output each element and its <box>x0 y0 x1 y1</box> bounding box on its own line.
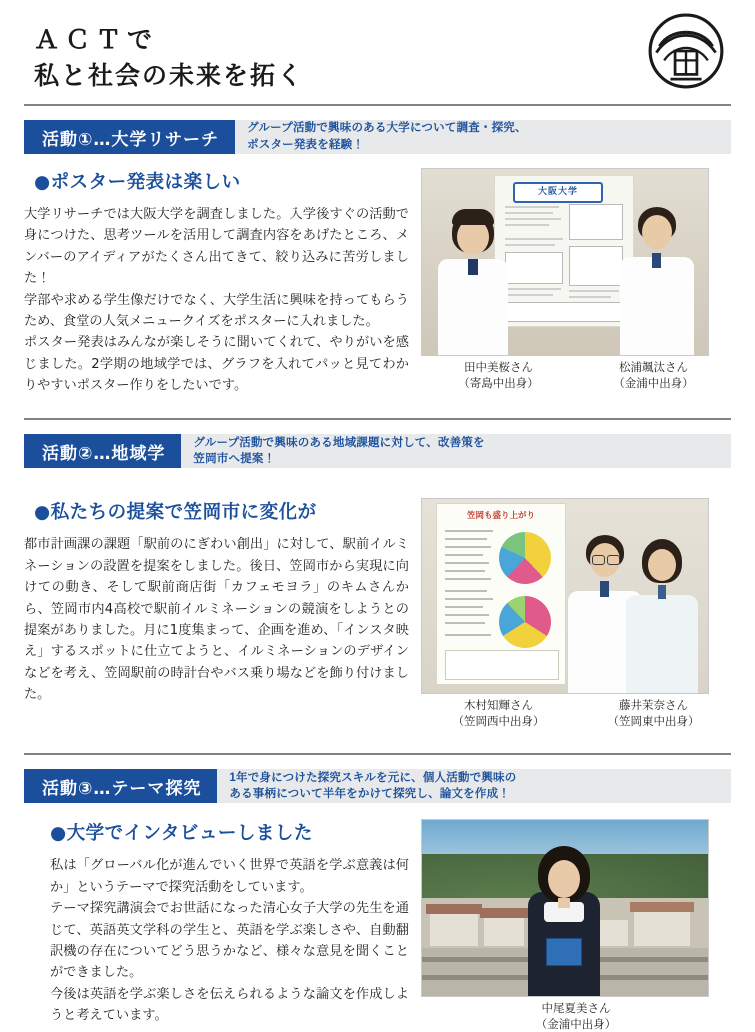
section-1-note-line1: グループ活動で興味のある大学について調査・探究、 <box>247 122 527 135</box>
section-3-note-line1: 1年で身につけた探究スキルを元に、個人活動で興味の <box>229 771 517 784</box>
research-poster <box>494 175 634 327</box>
section-3-caption <box>421 1001 731 1032</box>
section-1-media-column <box>421 168 731 396</box>
community-poster <box>436 503 566 685</box>
section-3-note <box>217 769 731 803</box>
section-1-photo <box>421 168 709 356</box>
section-3-text-column <box>24 819 409 1032</box>
caption-student-1-name: 中尾夏美さん <box>541 1001 611 1016</box>
caption-student-1 <box>421 360 576 391</box>
page-title-line2: 私と社会の未来を拓く <box>34 61 305 91</box>
caption-student-1 <box>421 698 576 729</box>
student-figure-right <box>626 537 698 693</box>
section-activity-3 <box>0 769 755 1032</box>
section-3-body <box>24 819 731 1032</box>
caption-student-2-name: 藤井茉奈さん <box>619 698 688 713</box>
section-activity-1 <box>0 120 755 396</box>
section-2-captions <box>421 698 731 729</box>
section-2-title: 活動②…地域学 <box>24 434 181 468</box>
section-divider-1 <box>24 418 731 420</box>
section-3-band <box>24 769 731 803</box>
section-2-note <box>181 434 731 468</box>
section-2-note-line1: グループ活動で興味のある地域課題に対して、改善策を <box>193 436 485 449</box>
section-3-subheading: ●大学でインタビューしました <box>50 823 313 845</box>
caption-student-2-school: （金浦中出身） <box>613 375 694 390</box>
caption-student-2 <box>576 698 731 729</box>
section-2-photo <box>421 498 709 694</box>
page-title-line1: ＡＣＴで <box>34 25 159 54</box>
school-emblem-icon <box>647 12 725 90</box>
page-header <box>0 0 755 106</box>
section-3-title: 活動③…テーマ探究 <box>24 769 217 803</box>
caption-student-1-name: 田中美桜さん <box>464 360 533 374</box>
page-title <box>34 22 727 95</box>
section-1-subheading: ●ポスター発表は楽しい <box>34 172 241 193</box>
section-1-paragraph-1: 大学リサーチでは大阪大学を調査しました。入学後すぐの活動で身につけた、思考ツールを活用して調査内容をあげたところ、メンバーのアイディアがたくさん出てきて、絞り込みに苦労しました！ <box>24 207 409 287</box>
section-2-note-line2: 笠岡市へ提案！ <box>193 453 276 466</box>
caption-student-1-school: （金浦中出身） <box>535 1016 617 1031</box>
section-2-media-column <box>421 498 731 729</box>
section-3-paragraph-3: 今後は英語を学ぶ楽しさを伝えられるような論文を作成しようと考えています。 <box>50 986 409 1024</box>
student-figure-left <box>436 205 510 355</box>
section-1-text-column <box>24 168 409 396</box>
community-poster-title: 笠岡も盛り上がり <box>466 510 535 521</box>
section-1-title: 活動①…大学リサーチ <box>24 120 235 154</box>
section-divider-2 <box>24 753 731 755</box>
section-3-media-column <box>421 819 731 1032</box>
section-1-band <box>24 120 731 154</box>
section-1-paragraph-2: 学部や求める学生像だけでなく、大学生活に興味を持ってもらうため、食堂の人気メニュークイズをポスターに入れました。 <box>24 292 409 329</box>
section-2-subheading: ●私たちの提案で笠岡市に変化が <box>34 502 317 524</box>
research-poster-title: 大阪大学 <box>513 182 603 203</box>
section-2-text-column <box>24 498 409 729</box>
section-2-paragraph-1: 都市計画課の課題「駅前のにぎわい創出」に対して、駅前イルミネーションの設置を提案をしました。後日、笠岡市から実現に向けての動き、そして駅前商店街「カフェモヨラ」のキムさんから、笠岡市内4高校で駅前イルミネーションの競演をしようとの提案がありました。月に1度集まって、企画を進め、「インスタ映え」するスポットに仕立てようと、イルミネーションのデザインなどを考え、笠岡駅前の時計台やバス乗り場などを飾り付けました。 <box>24 537 409 702</box>
section-3-note-line2: ある事柄について半年をかけて探究し、論文を作成！ <box>229 788 510 801</box>
section-activity-2 <box>0 434 755 729</box>
section-1-paragraph-3: ポスター発表はみんなが楽しそうに聞いてくれて、やりがいを感じました。2学期の地域学では、グラフを入れてパッと見てわかりやすいポスター作りをしたいです。 <box>24 335 409 393</box>
section-3-paragraph-1: 私は「グローバル化が進んでいく世界で英語を学ぶ意義は何か」というテーマで探究活動をしています。 <box>50 858 409 895</box>
section-2-body <box>24 498 731 729</box>
header-divider <box>24 104 731 106</box>
student-figure <box>518 846 610 996</box>
section-3-photo <box>421 819 709 997</box>
section-1-note-line2: ポスター発表を経験！ <box>247 139 365 151</box>
caption-student-2-school: （笠岡東中出身） <box>607 713 700 728</box>
poster-pie-chart-1 <box>499 532 551 584</box>
caption-student-1-name: 木村知輝さん <box>464 698 533 713</box>
caption-student-2-name: 松浦颯汰さん <box>619 360 688 374</box>
section-3-paragraph-2: テーマ探究講演会でお世話になった清心女子大学の先生を通じて、英語英文学科の学生と、英語を学ぶ楽しさや、自動翻訳機の存在についてどう思うかなど、様々な意見を聞くことができました。 <box>50 901 409 981</box>
caption-student-1-school: （笠岡西中出身） <box>452 713 545 728</box>
section-1-note <box>235 120 731 154</box>
caption-student-1-school: （寄島中出身） <box>458 375 539 390</box>
caption-student-2 <box>576 360 731 391</box>
student-figure-right <box>618 203 696 355</box>
poster-pie-chart-2 <box>499 596 551 648</box>
section-2-band <box>24 434 731 468</box>
section-1-body <box>24 168 731 396</box>
section-1-captions <box>421 360 731 391</box>
